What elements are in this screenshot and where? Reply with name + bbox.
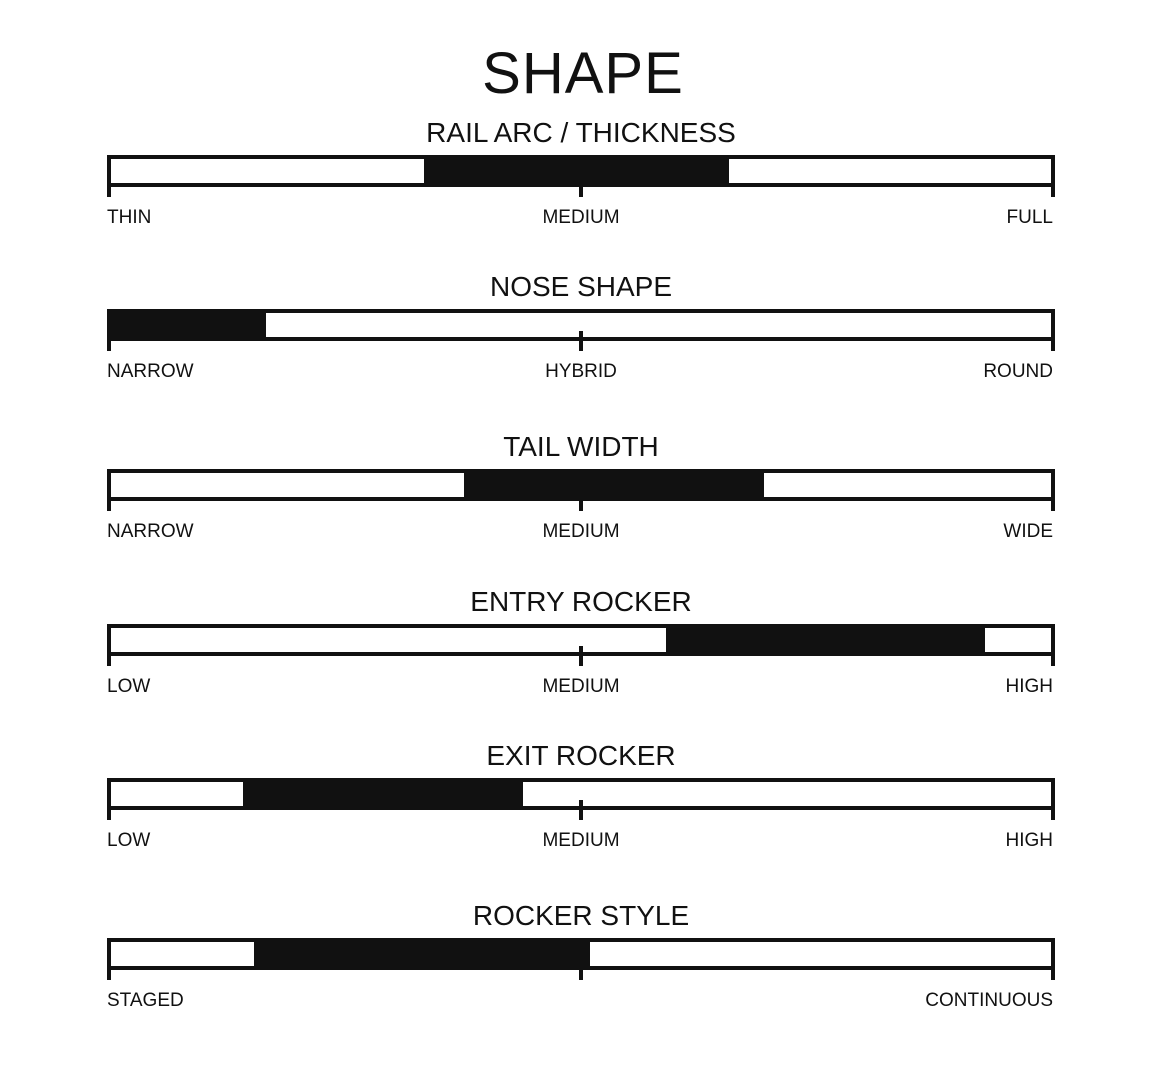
scale-title: ROCKER STYLE [472, 900, 690, 931]
tick-label-center: MEDIUM [542, 521, 620, 542]
scale-rocker-style [107, 900, 1055, 1010]
tick-left [107, 177, 111, 197]
tick-label-left: NARROW [107, 521, 194, 542]
tick-label-center: MEDIUM [542, 676, 620, 697]
tick-label-center: HYBRID [545, 361, 617, 382]
scale-title: NOSE SHAPE [489, 271, 673, 302]
tick-center [579, 331, 583, 351]
scale-nose-shape [107, 271, 1055, 381]
scale-title: EXIT ROCKER [486, 740, 676, 771]
tick-center [579, 177, 583, 197]
tick-label-left: LOW [107, 830, 151, 851]
tick-label-left: NARROW [107, 361, 194, 382]
scale-title: ENTRY ROCKER [470, 586, 692, 617]
tick-label-center: MEDIUM [542, 207, 620, 228]
tick-left [107, 646, 111, 666]
scale-range-fill [666, 628, 986, 652]
tick-left [107, 331, 111, 351]
tick-label-right: HIGH [1005, 830, 1053, 851]
tick-left [107, 491, 111, 511]
tick-center [579, 491, 583, 511]
tick-right [1051, 331, 1055, 351]
tick-label-right: WIDE [1003, 521, 1053, 542]
page-title: SHAPE [482, 41, 684, 106]
tick-right [1051, 646, 1055, 666]
tick-right [1051, 491, 1055, 511]
tick-label-right: CONTINUOUS [925, 990, 1053, 1011]
scale-range-fill [424, 159, 729, 183]
scale-range-fill [254, 942, 591, 966]
tick-label-right: HIGH [1005, 676, 1053, 697]
scale-title: TAIL WIDTH [503, 431, 659, 462]
tick-left [107, 800, 111, 820]
tick-right [1051, 177, 1055, 197]
scale-tail-width [107, 431, 1055, 541]
tick-label-right: FULL [1006, 207, 1053, 228]
scale-range-fill [464, 473, 765, 497]
tick-center [579, 646, 583, 666]
tick-right [1051, 960, 1055, 980]
tick-label-left: LOW [107, 676, 151, 697]
tick-center [579, 960, 583, 980]
scale-title: RAIL ARC / THICKNESS [426, 117, 736, 148]
tick-label-center: MEDIUM [542, 830, 620, 851]
tick-label-left: STAGED [107, 990, 184, 1011]
tick-label-left: THIN [107, 207, 152, 228]
tick-label-right: ROUND [983, 361, 1053, 382]
tick-right [1051, 800, 1055, 820]
tick-center [579, 800, 583, 820]
scale-entry-rocker [107, 586, 1055, 696]
scale-range-fill [111, 313, 266, 337]
scale-range-fill [243, 782, 523, 806]
scale-rail-arc-thickness [107, 117, 1055, 227]
tick-left [107, 960, 111, 980]
scale-exit-rocker [107, 740, 1055, 850]
